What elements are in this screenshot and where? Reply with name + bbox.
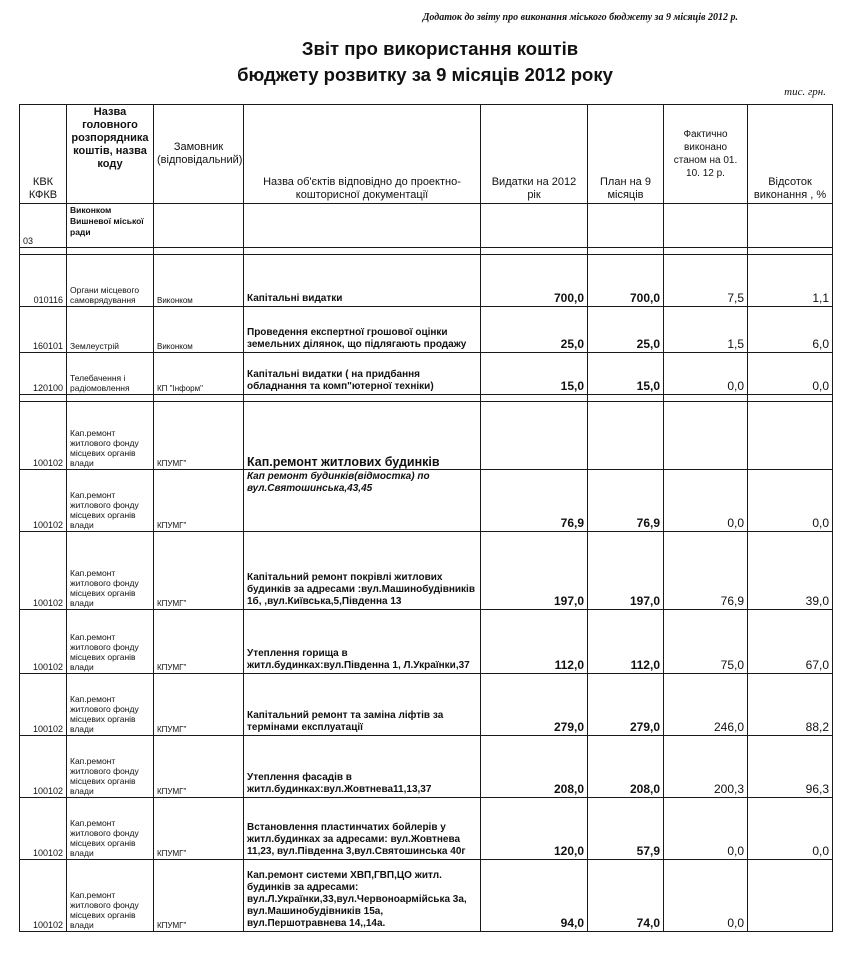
units-label: тис. грн. xyxy=(784,86,826,98)
row-percent: 1,1 xyxy=(748,255,833,307)
row-percent xyxy=(748,860,833,932)
row-plan: 57,9 xyxy=(588,798,664,860)
table-row xyxy=(20,470,833,532)
col-kvk: КВК КФКВ xyxy=(20,105,67,204)
spacer-row xyxy=(20,248,833,255)
table-row xyxy=(20,860,833,932)
row-plan: 279,0 xyxy=(588,674,664,736)
row-object: Проведення експертної грошової оцінки земельних ділянок, що підлягають продажу xyxy=(244,307,481,353)
row-customer: КПУМГ" xyxy=(154,674,244,736)
row-plan: 74,0 xyxy=(588,860,664,932)
row-expenses: 700,0 xyxy=(481,255,588,307)
row-manager: Кап.ремонт житлового фонду місцевих органів влади xyxy=(67,610,154,674)
row-customer: КПУМГ" xyxy=(154,736,244,798)
row-code: 100102 xyxy=(20,860,67,932)
row-expenses: 25,0 xyxy=(481,307,588,353)
row-customer: КПУМГ" xyxy=(154,610,244,674)
section-code: 03 xyxy=(20,204,67,248)
row-actual: 75,0 xyxy=(664,610,748,674)
row-customer: Виконком xyxy=(154,255,244,307)
row-manager: Кап.ремонт житлового фонду місцевих органів влади xyxy=(67,736,154,798)
table-row xyxy=(20,798,833,860)
report-title xyxy=(0,36,850,88)
row-actual: 0,0 xyxy=(664,798,748,860)
row-customer: КП "Інформ" xyxy=(154,353,244,395)
row-manager: Кап.ремонт житлового фонду місцевих органів влади xyxy=(67,860,154,932)
table-row xyxy=(20,353,833,395)
row-manager: Кап.ремонт житлового фонду місцевих органів влади xyxy=(67,402,154,470)
row-object: Капітальний ремонт та заміна ліфтів за термінами експлуатації xyxy=(244,674,481,736)
col-object: Назва об'єктів відповідно до проектно-кошторисної документації xyxy=(244,105,481,204)
row-percent: 6,0 xyxy=(748,307,833,353)
table-row xyxy=(20,674,833,736)
col-customer: Замовник (відповідальний) xyxy=(154,105,244,204)
row-percent: 0,0 xyxy=(748,470,833,532)
row-manager: Телебачення і радіомовлення xyxy=(67,353,154,395)
table-row xyxy=(20,307,833,353)
row-expenses: 279,0 xyxy=(481,674,588,736)
row-plan: 25,0 xyxy=(588,307,664,353)
row-object: Кап.ремонт житлових будинків xyxy=(244,402,481,470)
row-actual: 7,5 xyxy=(664,255,748,307)
section-name: Виконком Вишневої міської ради xyxy=(67,204,154,248)
row-actual xyxy=(664,402,748,470)
row-object: Капітальні видатки xyxy=(244,255,481,307)
row-manager: Кап.ремонт житлового фонду місцевих органів влади xyxy=(67,798,154,860)
appendix-note: Додаток до звіту про виконання міського бюджету за 9 місяців 2012 р. xyxy=(422,12,738,23)
row-code: 100102 xyxy=(20,532,67,610)
row-plan xyxy=(588,402,664,470)
col-percent: Відсоток виконання , % xyxy=(748,105,833,204)
section-row xyxy=(20,204,833,248)
row-object: Кап ремонт будинків(відмостка) по вул.Святошинська,43,45 xyxy=(244,470,481,532)
row-object: Встановлення пластинчатих бойлерів у житл.будинках за адресами: вул.Жовтнева 11,23, вул.Південна 3,вул.Святошинська 40г xyxy=(244,798,481,860)
row-plan: 76,9 xyxy=(588,470,664,532)
row-actual: 0,0 xyxy=(664,860,748,932)
row-plan: 112,0 xyxy=(588,610,664,674)
row-object: Кап.ремонт системи ХВП,ГВП,ЦО житл. будинків за адресами: вул.Л.Українки,33,вул.Червоноармійська 3а, вул.Машинобудівників 15а, вул.Першотравнева 14,,14а. xyxy=(244,860,481,932)
table-row xyxy=(20,402,833,470)
row-code: 100102 xyxy=(20,674,67,736)
row-code: 160101 xyxy=(20,307,67,353)
row-object: Утеплення фасадів в житл.будинках:вул.Жовтнева11,13,37 xyxy=(244,736,481,798)
row-manager: Кап.ремонт житлового фонду місцевих органів влади xyxy=(67,470,154,532)
row-manager: Кап.ремонт житлового фонду місцевих органів влади xyxy=(67,674,154,736)
row-expenses: 197,0 xyxy=(481,532,588,610)
col-expenses: Видатки на 2012 рік xyxy=(481,105,588,204)
row-customer: КПУМГ" xyxy=(154,860,244,932)
row-customer: Виконком xyxy=(154,307,244,353)
row-expenses: 15,0 xyxy=(481,353,588,395)
title-line-2: бюджету розвитку за 9 місяців 2012 року xyxy=(237,64,613,85)
row-code: 100102 xyxy=(20,610,67,674)
row-expenses: 94,0 xyxy=(481,860,588,932)
row-expenses: 112,0 xyxy=(481,610,588,674)
row-actual: 1,5 xyxy=(664,307,748,353)
row-actual: 246,0 xyxy=(664,674,748,736)
col-manager: Назва головного розпорядника коштів, назва коду xyxy=(67,105,154,204)
row-manager: Землеустрій xyxy=(67,307,154,353)
row-expenses xyxy=(481,402,588,470)
row-percent: 0,0 xyxy=(748,798,833,860)
table-row xyxy=(20,610,833,674)
row-code: 100102 xyxy=(20,798,67,860)
row-plan: 197,0 xyxy=(588,532,664,610)
row-customer: КПУМГ" xyxy=(154,402,244,470)
row-object: Утеплення горища в житл.будинках:вул.Південна 1, Л.Українки,37 xyxy=(244,610,481,674)
row-percent xyxy=(748,402,833,470)
header-row xyxy=(20,105,833,204)
budget-table xyxy=(19,104,833,932)
table-row xyxy=(20,255,833,307)
row-percent: 0,0 xyxy=(748,353,833,395)
table-row xyxy=(20,532,833,610)
row-percent: 96,3 xyxy=(748,736,833,798)
col-plan: План на 9 місяців xyxy=(588,105,664,204)
row-percent: 88,2 xyxy=(748,674,833,736)
row-code: 010116 xyxy=(20,255,67,307)
row-code: 100102 xyxy=(20,736,67,798)
row-customer: КПУМГ" xyxy=(154,470,244,532)
row-object: Капітальні видатки ( на придбання обладнання та комп"ютерної техніки) xyxy=(244,353,481,395)
row-percent: 39,0 xyxy=(748,532,833,610)
row-expenses: 208,0 xyxy=(481,736,588,798)
title-line-1: Звіт про використання коштів xyxy=(301,38,579,59)
row-object: Капітальний ремонт покрівлі житлових будинків за адресами :вул.Машинобудівників 1б, ,вул.Київська,5,Південна 13 xyxy=(244,532,481,610)
row-actual: 0,0 xyxy=(664,353,748,395)
col-actual: Фактично виконано станом на 01. 10. 12 р. xyxy=(664,105,748,204)
row-code: 100102 xyxy=(20,470,67,532)
row-code: 100102 xyxy=(20,402,67,470)
row-percent: 67,0 xyxy=(748,610,833,674)
row-actual: 76,9 xyxy=(664,532,748,610)
row-manager: Органи місцевого самоврядування xyxy=(67,255,154,307)
row-actual: 200,3 xyxy=(664,736,748,798)
row-code: 120100 xyxy=(20,353,67,395)
row-expenses: 76,9 xyxy=(481,470,588,532)
row-plan: 208,0 xyxy=(588,736,664,798)
row-manager: Кап.ремонт житлового фонду місцевих органів влади xyxy=(67,532,154,610)
spacer-row xyxy=(20,395,833,402)
row-expenses: 120,0 xyxy=(481,798,588,860)
row-plan: 700,0 xyxy=(588,255,664,307)
row-actual: 0,0 xyxy=(664,470,748,532)
row-customer: КПУМГ" xyxy=(154,798,244,860)
row-plan: 15,0 xyxy=(588,353,664,395)
table-row xyxy=(20,736,833,798)
row-customer: КПУМГ" xyxy=(154,532,244,610)
